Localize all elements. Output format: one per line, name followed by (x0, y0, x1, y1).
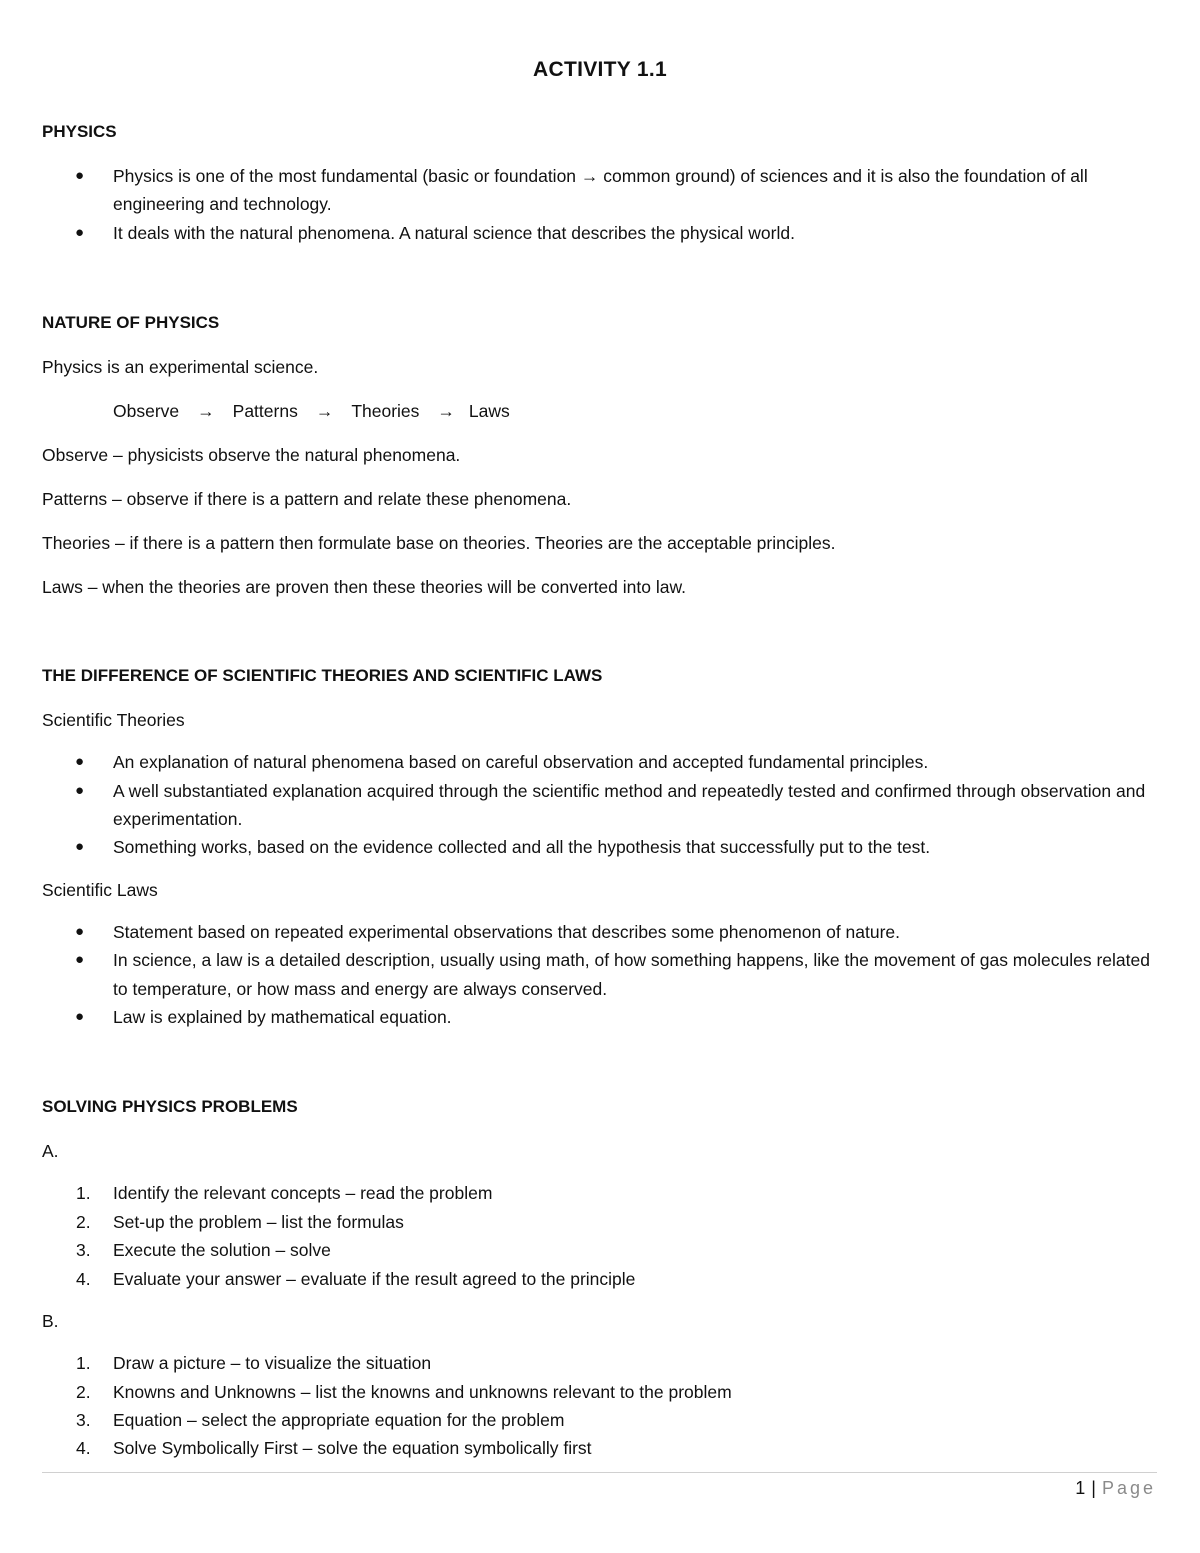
list-item-text: Knowns and Unknowns – list the knowns and unknowns relevant to the problem (113, 1381, 732, 1402)
physics-bullet-list (42, 162, 1157, 247)
nature-intro: Physics is an experimental science. (42, 357, 319, 378)
list-item (42, 1434, 1157, 1462)
page-footer (1075, 1478, 1156, 1499)
list-number: 4. (76, 1268, 91, 1289)
page-label: Page (1101, 1478, 1156, 1498)
scientific-laws-label: Scientific Laws (42, 879, 158, 900)
section-heading-nature: NATURE OF PHYSICS (42, 313, 220, 333)
list-item-text: Law is explained by mathematical equation. (113, 1007, 452, 1028)
physics-method-flow (42, 399, 1157, 423)
list-number: 3. (76, 1409, 91, 1430)
flow-step-observe: Observe (113, 401, 180, 422)
list-item (42, 833, 1157, 861)
list-item-text: It deals with the natural phenomena. A natural science that describes the physical world. (113, 222, 795, 243)
list-number: 4. (76, 1438, 91, 1459)
document-body (42, 120, 1157, 1463)
definition-patterns: Patterns – observe if there is a pattern and relate these phenomena. (42, 489, 572, 510)
arrow-right-icon: → (315, 401, 334, 422)
list-number: 3. (76, 1240, 91, 1261)
list-item (42, 1236, 1157, 1264)
section-heading-physics: PHYSICS (42, 122, 117, 141)
bullet-icon: ● (75, 951, 85, 969)
flow-step-theories: Theories (351, 401, 420, 422)
list-item (42, 1265, 1157, 1293)
definition-theories: Theories – if there is a pattern then formulate base on theories. Theories are the acceptable principles. (42, 533, 836, 554)
bullet-icon: ● (75, 753, 85, 771)
list-number: 2. (76, 1211, 91, 1232)
list-item-text: Statement based on repeated experimental observations that describes some phenomenon of nature. (113, 921, 901, 942)
list-number: 1. (76, 1353, 91, 1374)
flow-step-patterns: Patterns (232, 401, 298, 422)
scientific-theories-label: Scientific Theories (42, 710, 185, 731)
section-heading-difference: THE DIFFERENCE OF SCIENTIFIC THEORIES AND SCIENTIFIC LAWS (42, 666, 603, 686)
list-item-text: Equation – select the appropriate equation for the problem (113, 1409, 565, 1430)
bullet-icon: ● (75, 922, 85, 940)
definition-observe: Observe – physicists observe the natural phenomena. (42, 445, 461, 466)
list-number: 2. (76, 1381, 91, 1402)
page-number: 1 (1075, 1478, 1086, 1498)
list-item-text: In science, a law is a detailed description, usually using math, of how something happens, like the movement of gas molecules related to temperature, or how mass and energy are always conserved. (113, 950, 1150, 999)
document-title: ACTIVITY 1.1 (533, 58, 667, 81)
footer-divider (42, 1472, 1157, 1473)
list-item-text: Solve Symbolically First – solve the equation symbolically first (113, 1438, 592, 1459)
list-item-text: Evaluate your answer – evaluate if the result agreed to the principle (113, 1268, 636, 1289)
list-item (42, 946, 1157, 1003)
list-item (42, 748, 1157, 776)
list-item-text: A well substantiated explanation acquired through the scientific method and repeatedly tested and confirmed through observation and experimentation. (113, 780, 1146, 830)
list-item (42, 219, 1157, 247)
method-b-label: B. (42, 1311, 59, 1332)
list-item (42, 1406, 1157, 1434)
list-item (42, 1179, 1157, 1207)
list-item-text: Execute the solution – solve (113, 1240, 331, 1261)
list-item-text: Draw a picture – to visualize the situation (113, 1353, 432, 1374)
theories-bullet-list (42, 748, 1157, 862)
method-b-steps (42, 1349, 1157, 1463)
method-a-label: A. (42, 1141, 59, 1162)
bullet-icon: ● (75, 167, 85, 184)
bullet-icon: ● (75, 1008, 85, 1026)
list-item (42, 918, 1157, 946)
footer-separator: | (1091, 1478, 1096, 1498)
list-number: 1. (76, 1183, 91, 1204)
arrow-right-icon: → (197, 401, 215, 422)
list-item (42, 1349, 1157, 1377)
list-item-text: Identify the relevant concepts – read the problem (113, 1183, 493, 1204)
bullet-icon: ● (75, 781, 85, 799)
list-item (42, 777, 1157, 834)
list-item (42, 1378, 1157, 1406)
list-item-text: Physics is one of the most fundamental (basic or foundation → common ground) of sciences and it is also the foundation of all engineering and technology. (113, 166, 1088, 215)
list-item-text: Something works, based on the evidence collected and all the hypothesis that successfully put to the test. (113, 837, 931, 858)
method-a-steps (42, 1179, 1157, 1293)
list-item-text: An explanation of natural phenomena based on careful observation and accepted fundamental principles. (113, 752, 929, 773)
arrow-right-icon: → (437, 401, 455, 422)
bullet-icon: ● (75, 838, 85, 856)
laws-bullet-list (42, 918, 1157, 1032)
definition-laws: Laws – when the theories are proven then these theories will be converted into law. (42, 577, 686, 598)
bullet-icon: ● (75, 223, 85, 241)
list-item (42, 1003, 1157, 1031)
list-item (42, 1208, 1157, 1236)
list-item (42, 162, 1157, 219)
flow-step-laws: Laws (468, 401, 510, 422)
section-heading-solving: SOLVING PHYSICS PROBLEMS (42, 1097, 298, 1117)
list-item-text: Set-up the problem – list the formulas (113, 1211, 404, 1232)
